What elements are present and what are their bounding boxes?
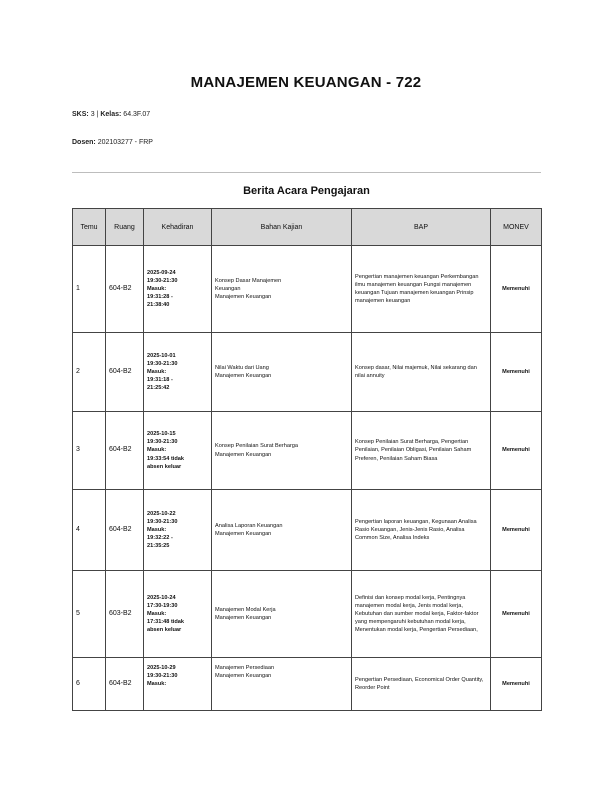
kehadiran-line: 21:38:40 bbox=[147, 302, 170, 309]
kehadiran-line: 19:30-21:30 bbox=[147, 439, 178, 446]
sks-label: SKS: bbox=[72, 111, 89, 118]
cell-bahan-kajian bbox=[212, 333, 352, 412]
kehadiran-line: 19:31:18 - bbox=[147, 377, 173, 384]
bahan-line: Manajemen Keuangan bbox=[215, 673, 272, 680]
cell-bap: Pengertian Persediaan, Economical Order Quantity, Reorder Point bbox=[352, 658, 491, 711]
kehadiran-line: 2025-09-24 bbox=[147, 269, 176, 276]
bahan-line: Manajemen Keuangan bbox=[215, 373, 272, 379]
kehadiran-line: 19:30-21:30 bbox=[147, 360, 178, 367]
cell-temu: 6 bbox=[73, 658, 106, 711]
kehadiran-line: 17:31:48 tidak bbox=[147, 619, 185, 626]
table-row bbox=[73, 490, 542, 571]
bahan-line: Manajemen Keuangan bbox=[215, 294, 272, 301]
cell-monev: Memenuhi bbox=[491, 412, 542, 490]
cell-monev: Memenuhi bbox=[491, 658, 542, 711]
bahan-line: Konsep Dasar Manajemen bbox=[215, 277, 282, 284]
section-title: Berita Acara Pengajaran bbox=[243, 185, 370, 197]
meta-separator: | bbox=[96, 111, 99, 118]
table-row bbox=[73, 412, 542, 490]
cell-ruang: 604-B2 bbox=[106, 412, 144, 490]
cell-bap: Pengertian laporan keuangan, Kegunaan Analisa Rasio Keuangan, Jenis-Jenis Rasio, Analisa Common Size, Analisa Indeks bbox=[352, 490, 491, 571]
kehadiran-line: 19:30-21:30 bbox=[147, 673, 178, 680]
table-row bbox=[73, 658, 542, 711]
cell-monev: Memenuhi bbox=[491, 571, 542, 658]
kehadiran-line: 19:30-21:30 bbox=[147, 518, 178, 525]
kelas-label: Kelas: bbox=[100, 111, 122, 118]
cell-kehadiran bbox=[144, 658, 212, 711]
header-bap: BAP bbox=[352, 209, 491, 246]
cell-kehadiran bbox=[144, 412, 212, 490]
header-bahan-kajian: Bahan Kajian bbox=[212, 209, 352, 246]
cell-kehadiran bbox=[144, 333, 212, 412]
lecturer-meta bbox=[72, 139, 153, 146]
cell-bap: Konsep Penilaian Surat Berharga, Pengertian Penilaian, Penilaian Obligasi, Penilaian Saham Preferen, Penilaian Saham Biasa bbox=[352, 412, 491, 490]
bahan-line: Manajemen Persediaan bbox=[215, 665, 275, 671]
cell-monev: Memenuhi bbox=[491, 333, 542, 412]
kelas-value: 64.3F.07 bbox=[123, 111, 151, 118]
cell-monev: Memenuhi bbox=[491, 246, 542, 333]
kehadiran-line: Masuk: bbox=[147, 681, 167, 688]
header-monev: MONEV bbox=[491, 209, 542, 246]
cell-bahan-kajian bbox=[212, 490, 352, 571]
kehadiran-line: 21:25:42 bbox=[147, 385, 170, 392]
cell-monev: Memenuhi bbox=[491, 490, 542, 571]
dosen-value: 202103277 - FRP bbox=[97, 139, 153, 146]
kehadiran-line: 2025-10-01 bbox=[147, 352, 176, 359]
page-title: MANAJEMEN KEUANGAN - 722 bbox=[190, 74, 422, 91]
bahan-line: Konsep Penilaian Surat Berharga bbox=[215, 443, 299, 450]
cell-ruang: 604-B2 bbox=[106, 333, 144, 412]
cell-bap: Definisi dan konsep modal kerja, Pentingnya manajemen modal kerja, Jenis modal kerja, Kebutuhan dan sumber modal kerja, Faktor-faktor yang mempengaruhi kebutuhan modal kerja, Menentukan modal kerja, Pengertian Persediaan, bbox=[352, 571, 491, 658]
bahan-line: Keuangan bbox=[215, 285, 241, 292]
cell-bap: Pengertian manajemen keuangan Perkembangan ilmu manajemen keuangan Fungsi manajemen keuangan Tujuan manajemen keuangan Prinsip manajemen keuangan bbox=[352, 246, 491, 333]
table-row bbox=[73, 571, 542, 658]
kehadiran-line: 19:30-21:30 bbox=[147, 277, 178, 284]
kehadiran-line: 21:35:25 bbox=[147, 543, 170, 550]
course-meta bbox=[72, 111, 150, 118]
kehadiran-line: 17:30-19:30 bbox=[147, 602, 178, 609]
header-kehadiran: Kehadiran bbox=[144, 209, 212, 246]
kehadiran-line: Masuk: bbox=[147, 526, 167, 533]
cell-kehadiran bbox=[144, 490, 212, 571]
kehadiran-line: Masuk: bbox=[147, 368, 167, 375]
cell-kehadiran bbox=[144, 571, 212, 658]
bahan-line: Manajemen Modal Kerja bbox=[215, 606, 276, 613]
cell-bahan-kajian bbox=[212, 246, 352, 333]
berita-acara-table bbox=[72, 208, 542, 711]
bahan-line: Nilai Waktu dari Uang bbox=[215, 364, 269, 371]
table-header-row bbox=[73, 209, 542, 246]
cell-temu: 1 bbox=[73, 246, 106, 333]
header-temu: Temu bbox=[73, 209, 106, 246]
kehadiran-line: Masuk: bbox=[147, 285, 167, 292]
table-row bbox=[73, 333, 542, 412]
cell-temu: 5 bbox=[73, 571, 106, 658]
cell-temu: 4 bbox=[73, 490, 106, 571]
bahan-line: Manajemen Keuangan bbox=[215, 451, 272, 458]
cell-temu: 2 bbox=[73, 333, 106, 412]
header-ruang: Ruang bbox=[106, 209, 144, 246]
bahan-line: Manajemen Keuangan bbox=[215, 531, 272, 537]
kehadiran-line: 2025-10-24 bbox=[147, 594, 176, 601]
cell-ruang: 604-B2 bbox=[106, 490, 144, 571]
kehadiran-line: absen keluar bbox=[147, 627, 182, 634]
cell-bahan-kajian bbox=[212, 412, 352, 490]
kehadiran-line: 2025-10-22 bbox=[147, 510, 176, 517]
cell-ruang: 604-B2 bbox=[106, 658, 144, 711]
kehadiran-line: 19:32:22 - bbox=[147, 535, 173, 542]
kehadiran-line: Masuk: bbox=[147, 447, 167, 454]
divider bbox=[72, 172, 541, 173]
bahan-line: Analisa Laporan Keuangan bbox=[215, 522, 283, 529]
kehadiran-line: 2025-10-15 bbox=[147, 431, 176, 438]
cell-bap: Konsep dasar, Nilai majemuk, Nilai sekarang dan nilai annuity bbox=[352, 333, 491, 412]
kehadiran-line: 19:33:54 tidak bbox=[147, 455, 185, 462]
kehadiran-line: 19:31:28 - bbox=[147, 294, 173, 301]
kehadiran-line: absen keluar bbox=[147, 463, 182, 470]
cell-bahan-kajian bbox=[212, 658, 352, 711]
cell-kehadiran bbox=[144, 246, 212, 333]
dosen-label: Dosen: bbox=[72, 139, 96, 146]
kehadiran-line: Masuk: bbox=[147, 610, 167, 617]
cell-ruang: 604-B2 bbox=[106, 246, 144, 333]
bahan-line: Manajemen Keuangan bbox=[215, 615, 272, 621]
table-row bbox=[73, 246, 542, 333]
cell-bahan-kajian bbox=[212, 571, 352, 658]
cell-temu: 3 bbox=[73, 412, 106, 490]
kehadiran-line: 2025-10-29 bbox=[147, 665, 176, 671]
cell-ruang: 603-B2 bbox=[106, 571, 144, 658]
sks-value: 3 bbox=[90, 111, 95, 118]
